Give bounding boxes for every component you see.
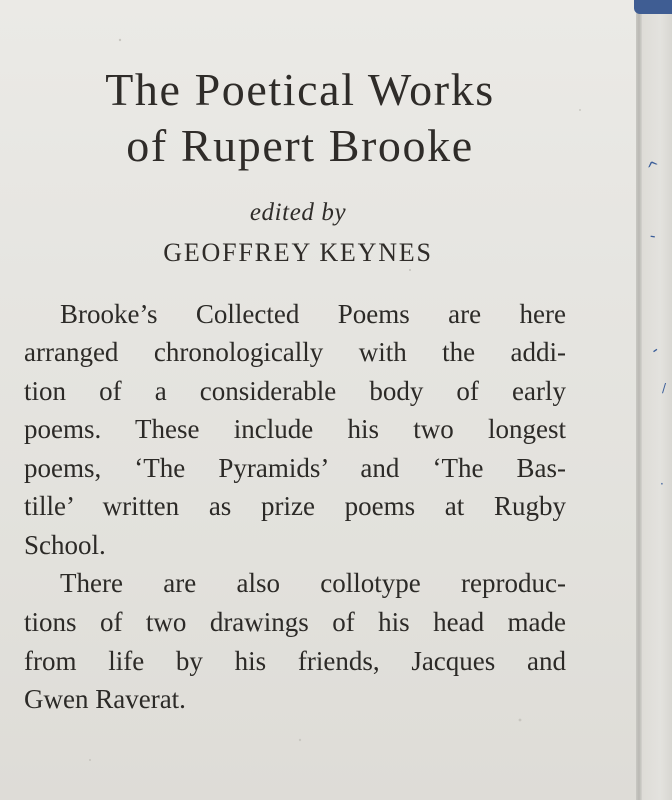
book-title-line-2: of Rupert Brooke bbox=[126, 120, 474, 171]
ink-mark-icon: · bbox=[660, 477, 664, 491]
ink-mark-icon: ^ bbox=[643, 156, 664, 179]
edited-by-label: edited by bbox=[249, 199, 347, 226]
book-title-line-1: The Poetical Works bbox=[105, 64, 495, 115]
paragraph-line: Gwen Raverat. bbox=[24, 684, 186, 714]
paragraph-line: Brooke’s Collected Poems are here bbox=[60, 299, 566, 329]
paragraph-line: poems. These include his two longest bbox=[24, 414, 566, 444]
blue-cover-corner bbox=[634, 0, 672, 14]
paragraph-line: tille’ written as prize poems at Rugby bbox=[24, 491, 566, 521]
ink-mark-icon: / bbox=[662, 381, 667, 395]
paragraph-line: There are also collotype reproduc- bbox=[60, 568, 566, 598]
paragraph-line: poems, ‘The Pyramids’ and ‘The Bas- bbox=[24, 453, 566, 483]
paragraph-line: tions of two drawings of his head made bbox=[24, 607, 566, 637]
ink-mark-icon: - bbox=[646, 340, 663, 360]
paragraph-line: tion of a considerable body of early bbox=[24, 376, 566, 406]
adjacent-page-strip bbox=[642, 0, 672, 800]
ink-mark-icon: - bbox=[648, 225, 658, 246]
paragraph-line: arranged chronologically with the addi- bbox=[24, 337, 566, 367]
paragraph-line: School. bbox=[24, 530, 106, 560]
editor-name: GEOFFREY KEYNES bbox=[163, 238, 433, 267]
paragraph-line: from life by his friends, Jacques and bbox=[24, 646, 566, 676]
